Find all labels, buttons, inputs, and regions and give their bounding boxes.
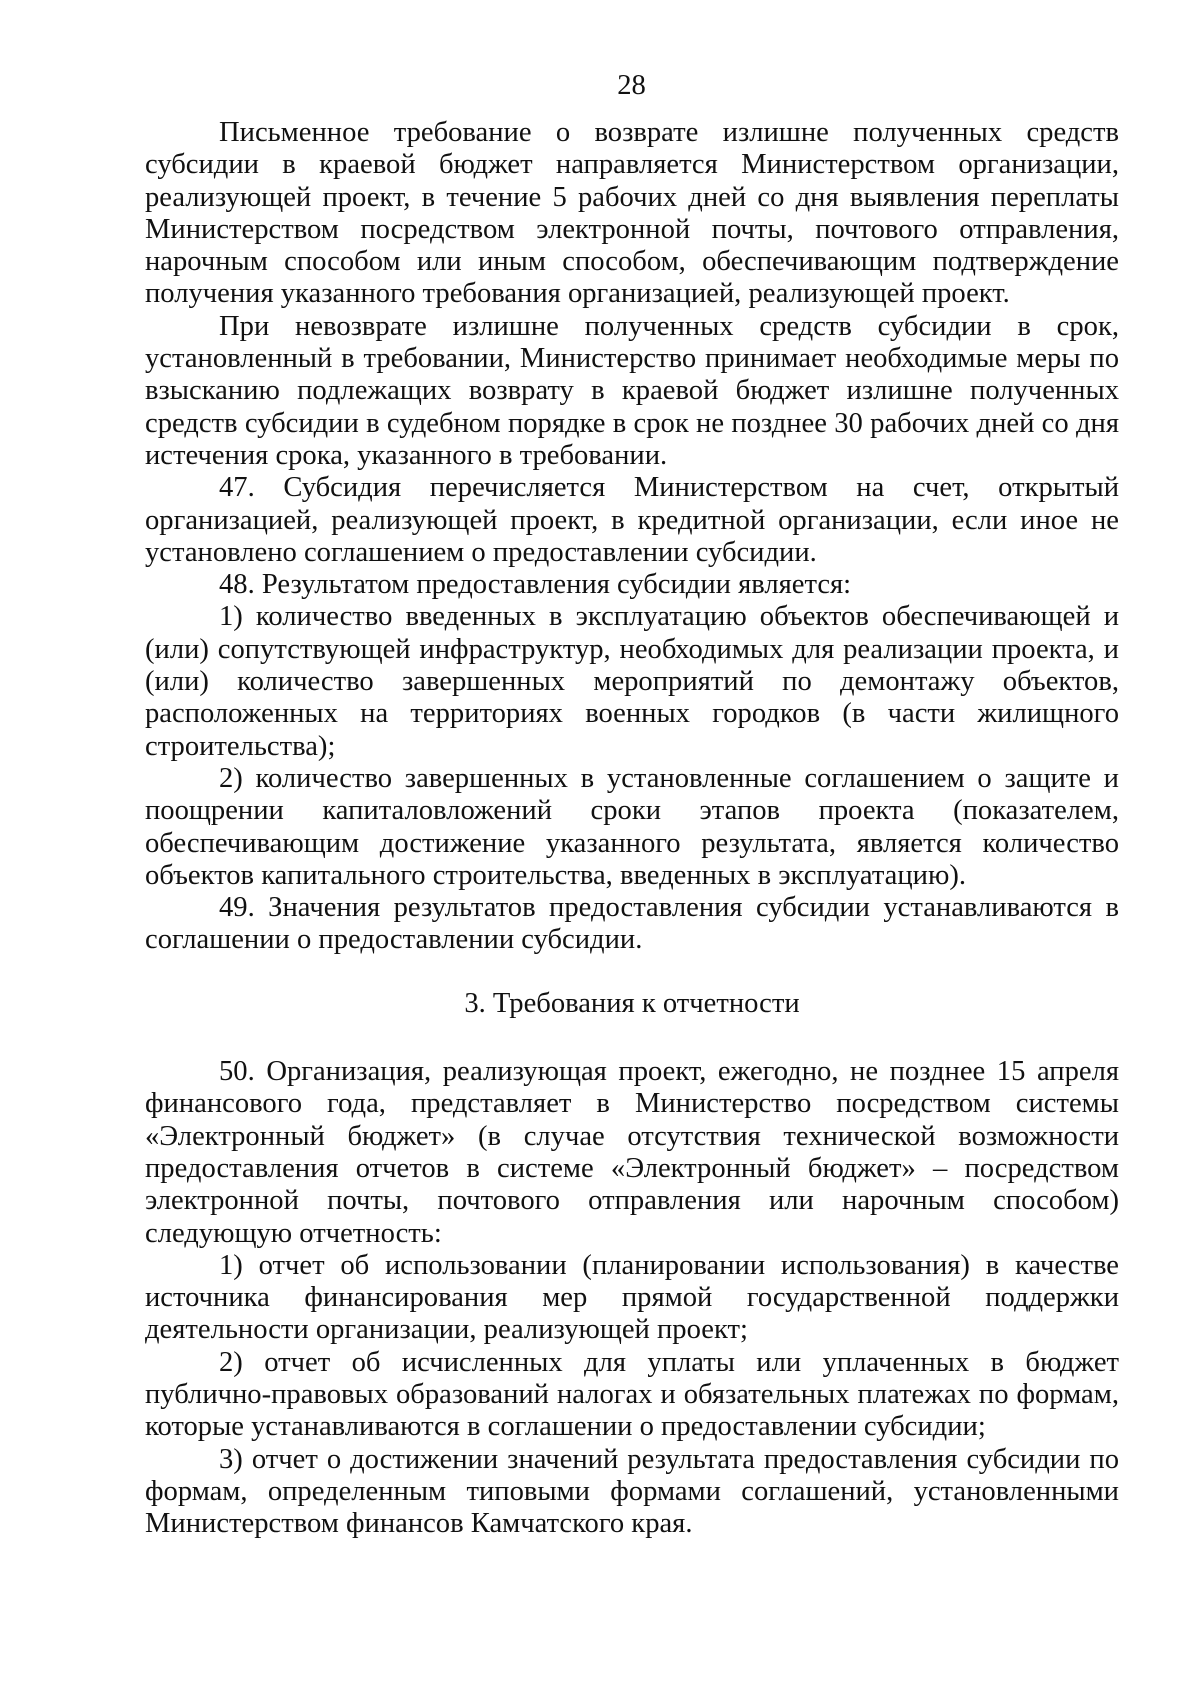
paragraph-refund-demand: Письменное требование о возврате излишне полученных средств субсидии в краевой бюджет направляется Министерством организации, реализующей проект, в течение 5 рабочих дней со дня выявления переплаты Министерством посредством электронной почты, почтового отправления, нарочным способом или иным способом, обеспечивающим подтверждение получения указанного требования организацией, реализующей проект. xyxy=(145,117,1119,310)
paragraph-50: 50. Организация, реализующая проект, ежегодно, не позднее 15 апреля финансового года, представляет в Министерство посредством системы «Электронный бюджет» (в случае отсутствия технической возможности предоставления отчетов в системе «Электронный бюджет» – посредством электронной почты, почтового отправления или нарочным способом) следующую отчетность: xyxy=(145,1056,1119,1249)
paragraph-48-item-1: 1) количество введенных в эксплуатацию объектов обеспечивающей и (или) сопутствующей инфраструктур, необходимых для реализации проекта, и (или) количество завершенных мероприятий по демонтажу объектов, расположенных на территориях военных городков (в части жилищного строительства); xyxy=(145,601,1119,762)
page-number: 28 xyxy=(617,70,646,101)
paragraph-50-item-3: 3) отчет о достижении значений результата предоставления субсидии по формам, определенным типовыми формами соглашений, установленными Министерством финансов Камчатского края. xyxy=(145,1443,1119,1540)
paragraph-50-item-2: 2) отчет об исчисленных для уплаты или уплаченных в бюджет публично-правовых образований налогах и обязательных платежах по формам, которые устанавливаются в соглашении о предоставлении субсидии; xyxy=(145,1346,1119,1443)
paragraph-48-item-2: 2) количество завершенных в установленные соглашением о защите и поощрении капиталовложений сроки этапов проекта (показателем, обеспечивающим достижение указанного результата, является количество объектов капитального строительства, введенных в эксплуатацию). xyxy=(145,762,1119,891)
paragraph-non-return: При невозврате излишне полученных средств субсидии в срок, установленный в требовании, Министерство принимает необходимые меры по взысканию подлежащих возврату в краевой бюджет излишне полученных средств субсидии в судебном порядке в срок не позднее 30 рабочих дней со дня истечения срока, указанного в требовании. xyxy=(145,310,1119,471)
paragraph-49: 49. Значения результатов предоставления субсидии устанавливаются в соглашении о предоставлении субсидии. xyxy=(145,892,1119,956)
document-body xyxy=(145,117,1119,1540)
section-heading: 3. Требования к отчетности xyxy=(464,987,800,1019)
paragraph-50-item-1: 1) отчет об использовании (планировании использования) в качестве источника финансирования мер прямой государственной поддержки деятельности организации, реализующей проект; xyxy=(145,1249,1119,1346)
paragraph-47: 47. Субсидия перечисляется Министерством на счет, открытый организацией, реализующей проект, в кредитной организации, если иное не установлено соглашением о предоставлении субсидии. xyxy=(145,472,1119,568)
paragraph-48: 48. Результатом предоставления субсидии является: xyxy=(219,569,852,601)
